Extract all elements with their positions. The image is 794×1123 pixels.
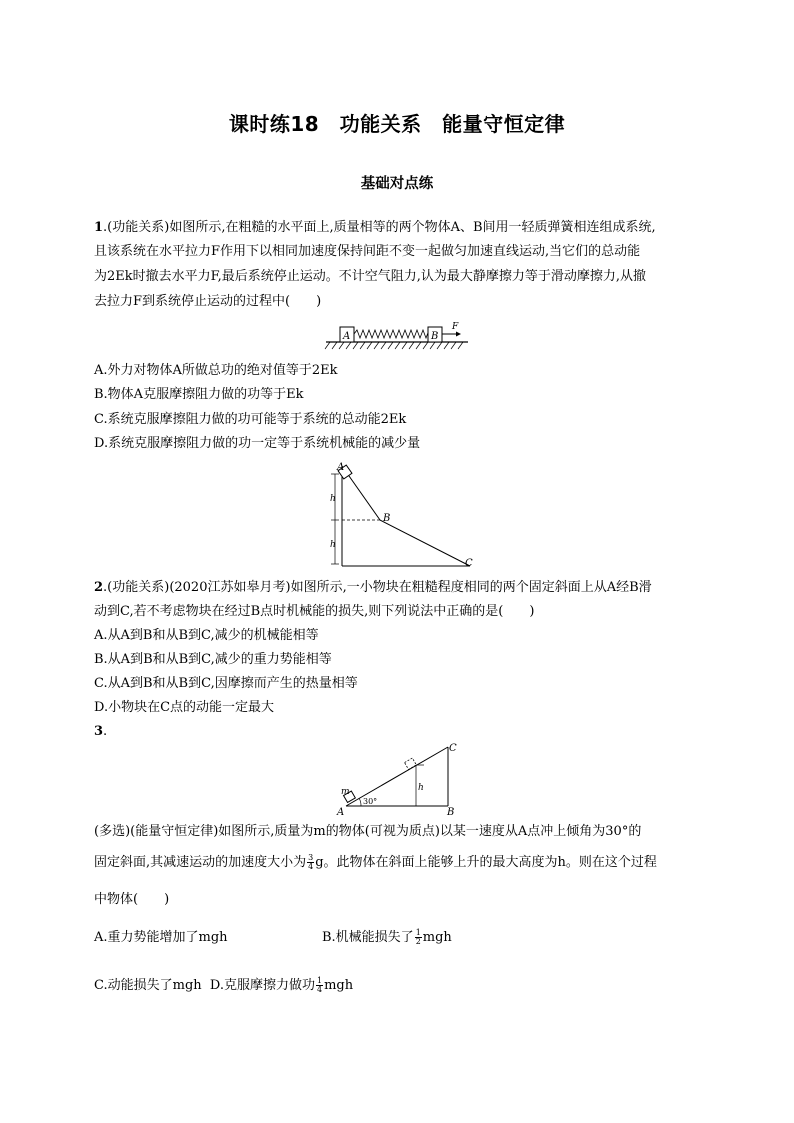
q3-text-2b: g。此物体在斜面上能够上升的最大高度为h。则在这个过程 bbox=[315, 855, 657, 870]
q3-number: 3 bbox=[94, 724, 104, 739]
q1-option-a: A.外力对物体A所做总功的绝对值等于2Ek bbox=[94, 363, 338, 378]
q2-option-b: B.从A到B和从B到C,减少的重力势能相等 bbox=[94, 652, 332, 667]
q2-label-c: C bbox=[465, 558, 473, 568]
q1-figure bbox=[322, 318, 472, 352]
q3-text-2a: 固定斜面,其减速运动的加速度大小为 bbox=[94, 855, 307, 870]
q1-label-a: A bbox=[343, 331, 351, 342]
q3-label-c: C bbox=[449, 743, 457, 754]
q1-line-1 bbox=[94, 216, 700, 240]
q1-number: 1 bbox=[94, 220, 104, 235]
q2-label-a: A bbox=[337, 462, 345, 473]
q1-text-3: 为2Ek时撤去水平力F,最后系统停止运动。不计空气阻力,认为最大静摩擦力等于滑动摩擦力,从撤 bbox=[94, 269, 647, 284]
q2-label-h1: h bbox=[330, 494, 336, 504]
q1-label-f: F bbox=[452, 322, 459, 332]
q2-option-c: C.从A到B和从B到C,因摩擦而产生的热量相等 bbox=[94, 676, 358, 691]
force-arrow-icon bbox=[456, 332, 461, 337]
q3-figure bbox=[334, 740, 466, 816]
q3-label-a: A bbox=[337, 807, 345, 816]
q2-option-d: D.小物块在C点的动能一定最大 bbox=[94, 700, 275, 715]
q2-label-b: B bbox=[383, 513, 391, 524]
q2-tag: .(功能关系)(2020江苏如皋月考) bbox=[103, 580, 291, 595]
q3-option-b: B.机械能损失了 $\frac{1}{2}$ mgh bbox=[322, 928, 452, 946]
q3-text-1: (多选)(能量守恒定律)如图所示,质量为m的物体(可视为质点)以某一速度从A点冲上倾角为30°的 bbox=[94, 824, 642, 839]
q3-fraction-a: $\frac{3}{4}$ bbox=[308, 853, 314, 871]
q3-option-a: A.重力势能增加了mgh bbox=[94, 930, 228, 945]
q3-text-3: 中物体( ) bbox=[94, 892, 170, 907]
q3-label-m: m bbox=[341, 787, 350, 797]
q2-number: 2 bbox=[94, 580, 104, 595]
q3-line-2 bbox=[94, 851, 700, 875]
q3-option-cd bbox=[94, 974, 700, 998]
q3-option-c: C.动能损失了mgh bbox=[94, 978, 202, 993]
spring-shape bbox=[354, 330, 437, 338]
q2-figure bbox=[316, 460, 478, 568]
q3-dot: . bbox=[103, 724, 108, 739]
q1-option-b: B.物体A克服摩擦阻力做的功等于Ek bbox=[94, 387, 304, 402]
q1-option-d: D.系统克服摩擦阻力做的功一定等于系统机械能的减少量 bbox=[94, 436, 421, 451]
q2-label-h2: h bbox=[330, 540, 336, 550]
q1-text-4: 去拉力F到系统停止运动的过程中( ) bbox=[94, 294, 322, 309]
q3-label-h: h bbox=[418, 783, 424, 793]
q3-label-angle: 30° bbox=[363, 797, 378, 806]
q3-option-d: D.克服摩擦力做功 $\frac{1}{4}$ mgh bbox=[209, 976, 354, 994]
q2-line-1 bbox=[94, 576, 700, 600]
q2-text-2: 动到C,若不考虑物块在经过B点时机械能的损失,则下列说法中正确的是( ) bbox=[94, 604, 535, 619]
q3-label-b: B bbox=[447, 807, 455, 816]
q3-fraction-b: $\frac{1}{2}$ bbox=[415, 928, 421, 946]
section-heading: 基础对点练 bbox=[360, 176, 434, 192]
q2-text-1: 如图所示,一小物块在粗糙程度相同的两个固定斜面上从A经B滑 bbox=[290, 580, 652, 595]
q2-option-a: A.从A到B和从B到C,减少的机械能相等 bbox=[94, 628, 319, 643]
page-title: 课时练18 功能关系 能量守恒定律 bbox=[228, 112, 566, 136]
q1-text-2: 且该系统在水平拉力F作用下以相同加速度保持间距不变一起做匀加速直线运动,当它们的总动能 bbox=[94, 244, 641, 259]
q1-text-1: 如图所示,在粗糙的水平面上,质量相等的两个物体A、B间用一轻质弹簧相连组成系统, bbox=[169, 220, 656, 235]
q3-fraction-d: $\frac{1}{4}$ bbox=[317, 976, 323, 994]
q1-tag: .(功能关系) bbox=[103, 220, 170, 235]
q1-option-c: C.系统克服摩擦阻力做的功可能等于系统的总动能2Ek bbox=[94, 412, 407, 427]
q1-label-b: B bbox=[431, 331, 439, 342]
